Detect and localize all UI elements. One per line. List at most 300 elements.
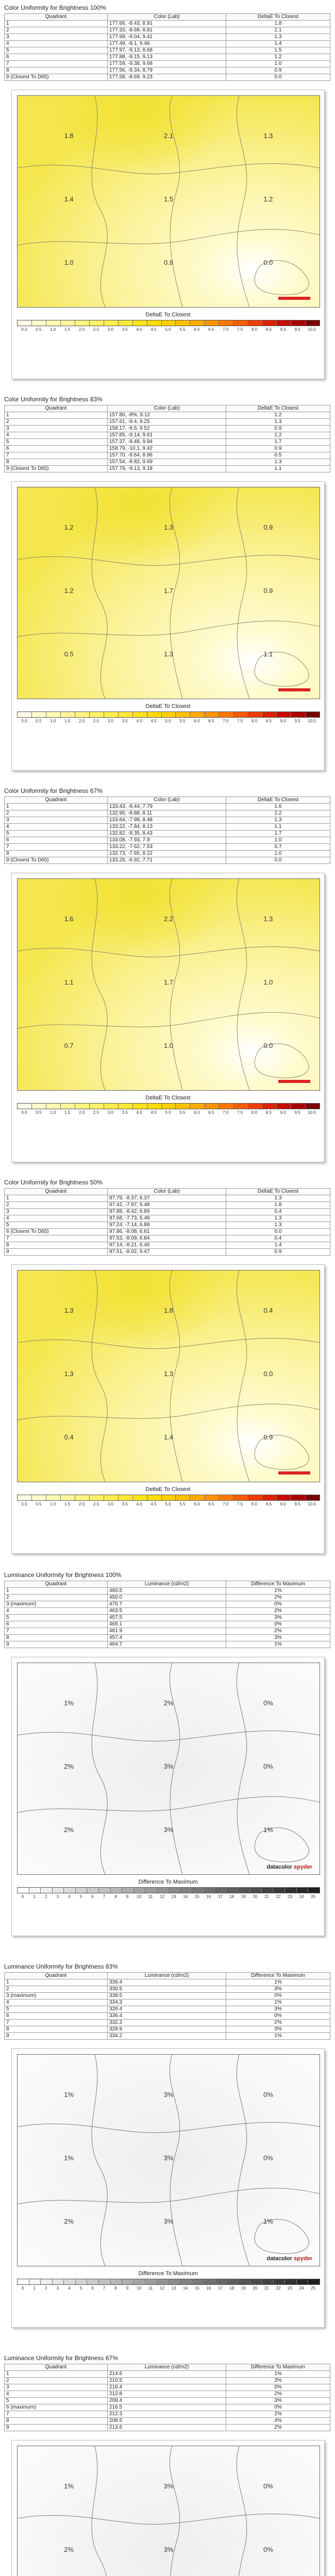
legend-swatch: [176, 712, 190, 717]
table-row: [5, 2371, 330, 2378]
legend-tick-label: 4.5: [150, 1502, 157, 1506]
legend-swatch: [53, 2279, 64, 2284]
legend-swatch: [104, 1495, 119, 1500]
quadrant-cell: 7: [5, 452, 108, 459]
legend-swatch: [119, 1104, 133, 1109]
legend-tick-label: 4.0: [136, 1502, 142, 1506]
legend-tick-label: 0.0: [21, 1110, 27, 1115]
legend-tick-label: 15: [194, 1894, 199, 1899]
legend-ticks: [17, 1110, 319, 1115]
difference-cell: 3%: [226, 2026, 330, 2033]
value-cell: 330.5: [108, 1986, 226, 1993]
zone-value-label: 0.7: [64, 1042, 74, 1049]
quadrant-cell: 7: [5, 1628, 108, 1635]
legend-swatch: [122, 1888, 134, 1893]
legend-tick-label: 22: [276, 2286, 281, 2291]
legend-tick-label: 10.0: [308, 1502, 316, 1506]
table-row: [5, 446, 330, 452]
legend-swatch: [306, 1104, 320, 1109]
table-row: [5, 21, 330, 27]
difference-cell: 0.0: [226, 1229, 330, 1235]
legend-swatch: [205, 712, 219, 717]
legend-tick-label: 2.5: [93, 327, 99, 332]
legend-tick-label: 0.5: [36, 1110, 42, 1115]
difference-cell: 0.4: [226, 1235, 330, 1242]
quadrant-cell: 2: [5, 810, 108, 817]
legend-swatch: [262, 2279, 274, 2284]
table-row: [5, 1229, 330, 1235]
legend-tick-label: 13: [171, 2286, 176, 2291]
difference-cell: 1%: [226, 1641, 330, 1648]
legend-swatch: [90, 1104, 104, 1109]
zone-value-label: 1%: [263, 2217, 273, 2225]
zone-value-label: 1%: [64, 2091, 74, 2098]
table-row: [5, 61, 330, 67]
legend-swatch: [215, 2279, 227, 2284]
legend-swatch: [176, 1104, 190, 1109]
legend-swatch: [147, 1104, 162, 1109]
zone-value-label: 1.2: [263, 195, 273, 203]
table-row: [5, 1209, 330, 1215]
quadrant-cell: 9 (Closest To D65): [5, 466, 108, 472]
table-row: [5, 837, 330, 844]
legend-swatch: [233, 1495, 248, 1500]
legend-swatch: [18, 712, 32, 717]
heatmap-area: [17, 95, 320, 308]
legend-swatch: [119, 1495, 133, 1500]
legend-tick-label: 7: [103, 1894, 106, 1899]
heatmap-area: [17, 2054, 320, 2266]
legend-swatch: [205, 1495, 219, 1500]
column-header: Quadrant: [5, 1581, 108, 1588]
difference-cell: 1.3: [226, 34, 330, 41]
legend-swatch: [134, 2279, 146, 2284]
legend-ticks: [17, 1894, 319, 1900]
heatmap-area: [17, 2446, 320, 2576]
legend-color-bar: [17, 1103, 320, 1109]
legend-swatch: [291, 1495, 306, 1500]
table-row: [5, 452, 330, 459]
zone-value-label: 1.3: [163, 650, 174, 658]
legend-tick-label: 2.5: [93, 1110, 99, 1115]
heatmap-background: [18, 2446, 320, 2576]
column-header: Difference To Maximum: [226, 2364, 330, 2371]
legend-swatch: [46, 320, 61, 326]
difference-cell: 0.5: [226, 452, 330, 459]
legend-tick-label: 6.0: [194, 327, 200, 332]
difference-cell: 1.3: [226, 419, 330, 426]
legend-tick-label: 0.0: [21, 1502, 27, 1506]
legend-tick-label: 12: [160, 1894, 165, 1899]
legend-title: Difference To Maximum: [138, 2270, 198, 2277]
legend-swatch: [133, 712, 147, 717]
table-header-row: [5, 2364, 330, 2371]
quadrant-cell: 4: [5, 41, 108, 47]
legend-swatch: [46, 1495, 61, 1500]
difference-cell: 2%: [226, 1608, 330, 1615]
legend-tick-label: 4.5: [150, 1110, 157, 1115]
legend-tick-label: 6.5: [208, 1110, 214, 1115]
legend-swatch: [75, 1104, 90, 1109]
legend-swatch: [75, 712, 90, 717]
datacolor-logo: [266, 2256, 312, 2262]
legend-tick-label: 8.0: [251, 1110, 258, 1115]
legend-tick-label: 24: [299, 2286, 304, 2291]
quadrant-cell: 4: [5, 1999, 108, 2006]
column-header: Color (Lab): [108, 14, 226, 21]
difference-cell: 1.8: [226, 1202, 330, 1209]
table-row: [5, 1222, 330, 1229]
table-row: [5, 2033, 330, 2040]
legend-tick-label: 3.5: [122, 327, 128, 332]
legend-tick-label: 5.5: [179, 1502, 186, 1506]
quadrant-cell: 1: [5, 2371, 108, 2378]
legend-swatch: [190, 1104, 205, 1109]
legend-tick-label: 8: [114, 2286, 117, 2291]
legend-tick-label: 2.0: [79, 719, 85, 723]
table-row: [5, 1195, 330, 1202]
column-header: Color (Lab): [108, 797, 226, 804]
value-cell: 465.1: [108, 1621, 226, 1628]
quadrant-cell: 8: [5, 2026, 108, 2033]
legend-tick-label: 25: [311, 2286, 315, 2291]
legend-tick-label: 0: [22, 2286, 24, 2291]
legend-swatch: [306, 320, 320, 326]
quadrant-cell: 5: [5, 47, 108, 54]
legend-swatch: [99, 1888, 111, 1893]
table-row: [5, 1993, 330, 1999]
difference-cell: 1.5: [226, 47, 330, 54]
zone-value-label: 0.9: [263, 523, 273, 531]
table-row: [5, 419, 330, 426]
table-row: [5, 412, 330, 419]
legend-swatch: [308, 1888, 320, 1893]
quadrant-cell: 1: [5, 412, 108, 419]
uniformity-heatmap: [18, 96, 320, 307]
legend-tick-label: 4.0: [136, 719, 142, 723]
quadrant-cell: 2: [5, 2378, 108, 2384]
scale-marker: [278, 688, 310, 691]
value-cell: 210.5: [108, 2378, 226, 2384]
quadrant-cell: 5: [5, 1222, 108, 1229]
difference-cell: 3%: [226, 1986, 330, 1993]
legend-tick-label: 3.5: [122, 719, 128, 723]
table-row: [5, 2404, 330, 2411]
legend-swatch: [227, 1888, 239, 1893]
uniformity-plot: [11, 1657, 325, 1936]
difference-cell: 1%: [226, 1979, 330, 1986]
legend-tick-label: 7: [103, 2286, 106, 2291]
quadrant-cell: 3 (maximum): [5, 1993, 108, 1999]
table-row: [5, 27, 330, 34]
zone-value-label: 0.0: [263, 1370, 273, 1378]
legend-color-bar: [17, 320, 320, 326]
color-uniformity-section: [0, 4, 335, 385]
difference-cell: 1.3: [226, 1222, 330, 1229]
table-row: [5, 1641, 330, 1648]
legend-swatch: [90, 712, 104, 717]
legend-swatch: [87, 2279, 99, 2284]
difference-cell: 1.4: [226, 41, 330, 47]
legend-swatch: [133, 1495, 147, 1500]
legend-tick-label: 10: [137, 1894, 142, 1899]
zone-value-label: 0.9: [263, 587, 273, 595]
legend-swatch: [61, 1495, 75, 1500]
legend-swatch: [291, 320, 306, 326]
logo-text: datacolor: [266, 2256, 292, 2262]
table-row: [5, 1608, 330, 1615]
quadrant-cell: 1: [5, 1588, 108, 1595]
quadrant-cell: 6: [5, 837, 108, 844]
zone-value-label: 1.2: [64, 587, 74, 595]
value-cell: 177.33, -8.68, 8.81: [108, 27, 226, 34]
legend-title: DeltaE To Closest: [145, 1095, 191, 1101]
table-row: [5, 1215, 330, 1222]
zone-value-label: 1.3: [263, 132, 273, 140]
value-cell: 157.85, -9.14, 9.61: [108, 432, 226, 439]
legend-swatch: [76, 1888, 88, 1893]
difference-cell: 3%: [226, 2398, 330, 2404]
data-table: [4, 1581, 330, 1648]
legend-swatch: [248, 1495, 262, 1500]
table-row: [5, 1986, 330, 1993]
difference-cell: 0.9: [226, 426, 330, 432]
zone-value-label: 1.6: [64, 915, 74, 923]
zone-value-label: 1.3: [163, 1370, 174, 1378]
legend-swatch: [99, 2279, 111, 2284]
value-cell: 133.64, -7.99, 8.48: [108, 817, 226, 824]
legend-tick-label: 7.5: [237, 1502, 243, 1506]
uniformity-plot: [11, 2048, 325, 2328]
zone-value-label: 1.4: [64, 195, 74, 203]
table-row: [5, 2425, 330, 2431]
difference-cell: 1.3: [226, 1195, 330, 1202]
quadrant-cell: 3: [5, 1209, 108, 1215]
legend-tick-label: 23: [288, 1894, 292, 1899]
column-header: Quadrant: [5, 1189, 108, 1195]
table-row: [5, 1595, 330, 1601]
legend-tick-label: 0.5: [36, 719, 42, 723]
legend-swatch: [192, 2279, 204, 2284]
legend-swatch: [274, 2279, 286, 2284]
value-cell: 334.2: [108, 2033, 226, 2040]
value-cell: 157.80, -8%, 9.12: [108, 412, 226, 419]
difference-cell: 1.0: [226, 851, 330, 857]
legend-tick-label: 9.5: [294, 719, 300, 723]
legend-swatch: [227, 2279, 239, 2284]
table-row: [5, 1601, 330, 1608]
legend-tick-label: 9: [126, 2286, 129, 2291]
difference-cell: 3%: [226, 2006, 330, 2013]
table-row: [5, 831, 330, 837]
zone-value-label: 2%: [163, 1699, 174, 1707]
table-header-row: [5, 1973, 330, 1979]
legend-swatch: [162, 712, 176, 717]
legend-tick-label: 3.0: [107, 1502, 113, 1506]
difference-cell: 0%: [226, 2384, 330, 2391]
legend-tick-label: 2.5: [93, 719, 99, 723]
difference-cell: 4%: [226, 2418, 330, 2425]
legend-swatch: [162, 1495, 176, 1500]
legend-tick-label: 4: [68, 1894, 71, 1899]
quadrant-cell: 8: [5, 67, 108, 74]
legend-swatch: [32, 1104, 46, 1109]
table-row: [5, 1615, 330, 1621]
uniformity-heatmap: [18, 487, 320, 699]
legend-swatch: [233, 712, 248, 717]
legend-swatch: [111, 1888, 123, 1893]
legend-tick-label: 0.0: [21, 719, 27, 723]
legend-tick-label: 2: [45, 1894, 47, 1899]
value-cell: 460.5: [108, 1588, 226, 1595]
table-row: [5, 2391, 330, 2398]
legend-swatch: [250, 2279, 262, 2284]
column-header: Color (Lab): [108, 405, 226, 412]
difference-cell: 2%: [226, 1595, 330, 1601]
difference-cell: 1.2: [226, 412, 330, 419]
legend-tick-label: 3.0: [107, 719, 113, 723]
table-header-row: [5, 1189, 330, 1195]
value-cell: 334.3: [108, 1999, 226, 2006]
uniformity-plot: [11, 90, 325, 379]
difference-cell: 2%: [226, 2411, 330, 2418]
data-table: [4, 13, 330, 81]
legend-tick-label: 6.0: [194, 1502, 200, 1506]
legend-swatch: [291, 1104, 306, 1109]
value-cell: 157.37, -9.48, 9.94: [108, 439, 226, 446]
legend-swatch: [180, 2279, 192, 2284]
table-row: [5, 2384, 330, 2391]
heatmap-area: [17, 1270, 320, 1482]
column-header: Luminance (cd/m2): [108, 1581, 226, 1588]
data-table: [4, 405, 330, 472]
legend-swatch: [176, 320, 190, 326]
column-header: Quadrant: [5, 14, 108, 21]
zone-value-label: 1.0: [263, 978, 273, 986]
value-cell: 97.68, -7.73, 6.48: [108, 1215, 226, 1222]
column-header: Quadrant: [5, 1973, 108, 1979]
quadrant-cell: 4: [5, 824, 108, 831]
section-title: Color Uniformity for Brightness 50%: [4, 1179, 103, 1186]
column-header: Color (Lab): [108, 1189, 226, 1195]
legend-swatch: [157, 2279, 169, 2284]
quadrant-cell: 8: [5, 851, 108, 857]
legend-swatch: [219, 1495, 233, 1500]
legend-tick-label: 12: [160, 2286, 165, 2291]
zone-value-label: 3%: [163, 2482, 174, 2490]
zone-value-label: 0.9: [163, 259, 174, 266]
zone-value-label: 0%: [263, 2091, 273, 2098]
difference-cell: 0.4: [226, 1209, 330, 1215]
value-cell: 216.4: [108, 2384, 226, 2391]
legend-swatch: [262, 712, 277, 717]
table-row: [5, 1242, 330, 1249]
legend-swatch: [46, 1104, 61, 1109]
value-cell: 97.88, -8.42, 6.89: [108, 1209, 226, 1215]
value-cell: 157.54, -8.82, 9.69: [108, 459, 226, 466]
legend-tick-label: 7.5: [237, 719, 243, 723]
zone-value-label: 0%: [263, 2154, 273, 2162]
zone-value-label: 3%: [163, 2154, 174, 2162]
legend-swatch: [190, 320, 205, 326]
table-row: [5, 2020, 330, 2026]
value-cell: 132.73, -7.65, 8.22: [108, 851, 226, 857]
legend-swatch: [134, 1888, 146, 1893]
legend-tick-label: 3.5: [122, 1502, 128, 1506]
legend-swatch: [308, 2279, 320, 2284]
quadrant-cell: 2: [5, 27, 108, 34]
table-row: [5, 1249, 330, 1256]
zone-value-label: 1.7: [163, 978, 174, 986]
table-row: [5, 47, 330, 54]
value-cell: 328.9: [108, 2026, 226, 2033]
quadrant-cell: 2: [5, 1595, 108, 1601]
scale-marker: [278, 1080, 310, 1083]
legend-title: Difference To Maximum: [138, 1879, 198, 1885]
difference-cell: 1%: [226, 2371, 330, 2378]
table-row: [5, 1202, 330, 1209]
legend-tick-label: 1.5: [64, 719, 71, 723]
quadrant-cell: 5: [5, 2006, 108, 2013]
column-header: Quadrant: [5, 405, 108, 412]
column-header: Quadrant: [5, 2364, 108, 2371]
value-cell: 332.2: [108, 2020, 226, 2026]
legend-tick-label: 21: [264, 2286, 269, 2291]
legend-swatch: [277, 1104, 291, 1109]
legend-tick-label: 10.0: [308, 1110, 316, 1115]
legend-swatch: [277, 320, 291, 326]
value-cell: 212.3: [108, 2411, 226, 2418]
quadrant-cell: 1: [5, 21, 108, 27]
uniformity-heatmap: [18, 1270, 320, 1482]
quadrant-cell: 2: [5, 1986, 108, 1993]
legend-swatch: [192, 1888, 204, 1893]
legend-tick-label: 8.5: [265, 1110, 272, 1115]
table-row: [5, 844, 330, 851]
difference-cell: 1%: [226, 1999, 330, 2006]
legend-tick-label: 4.5: [150, 719, 157, 723]
legend-tick-label: 7.5: [237, 1110, 243, 1115]
quadrant-cell: 9 (Closest To D65): [5, 857, 108, 864]
legend-swatch: [176, 1495, 190, 1500]
legend-tick-label: 8.0: [251, 327, 258, 332]
zone-value-label: 1.0: [64, 259, 74, 266]
value-cell: 133.26, -6.92, 7.71: [108, 857, 226, 864]
legend-swatch: [169, 2279, 181, 2284]
table-row: [5, 439, 330, 446]
legend-swatch: [145, 2279, 157, 2284]
table-row: [5, 74, 330, 81]
legend-swatch: [75, 320, 90, 326]
legend-swatch: [41, 1888, 53, 1893]
zone-value-label: 0%: [263, 1699, 273, 1707]
legend-color-bar: [17, 1495, 320, 1501]
quadrant-cell: 1: [5, 804, 108, 810]
value-cell: 158.79, -10.1, 9.42: [108, 446, 226, 452]
value-cell: 177.49, -8.1, 9.46: [108, 41, 226, 47]
legend-swatch: [41, 2279, 53, 2284]
quadrant-cell: 8: [5, 459, 108, 466]
column-header: DeltaE To Closest: [226, 14, 330, 21]
uniformity-plot: [11, 873, 325, 1162]
quadrant-cell: 8: [5, 1242, 108, 1249]
value-cell: 450.0: [108, 1595, 226, 1601]
table-row: [5, 459, 330, 466]
zone-value-label: 0%: [263, 2546, 273, 2553]
data-table: [4, 1972, 330, 2040]
zone-value-label: 0.0: [263, 1042, 273, 1049]
value-cell: 97.53, -8.09, 6.84: [108, 1235, 226, 1242]
